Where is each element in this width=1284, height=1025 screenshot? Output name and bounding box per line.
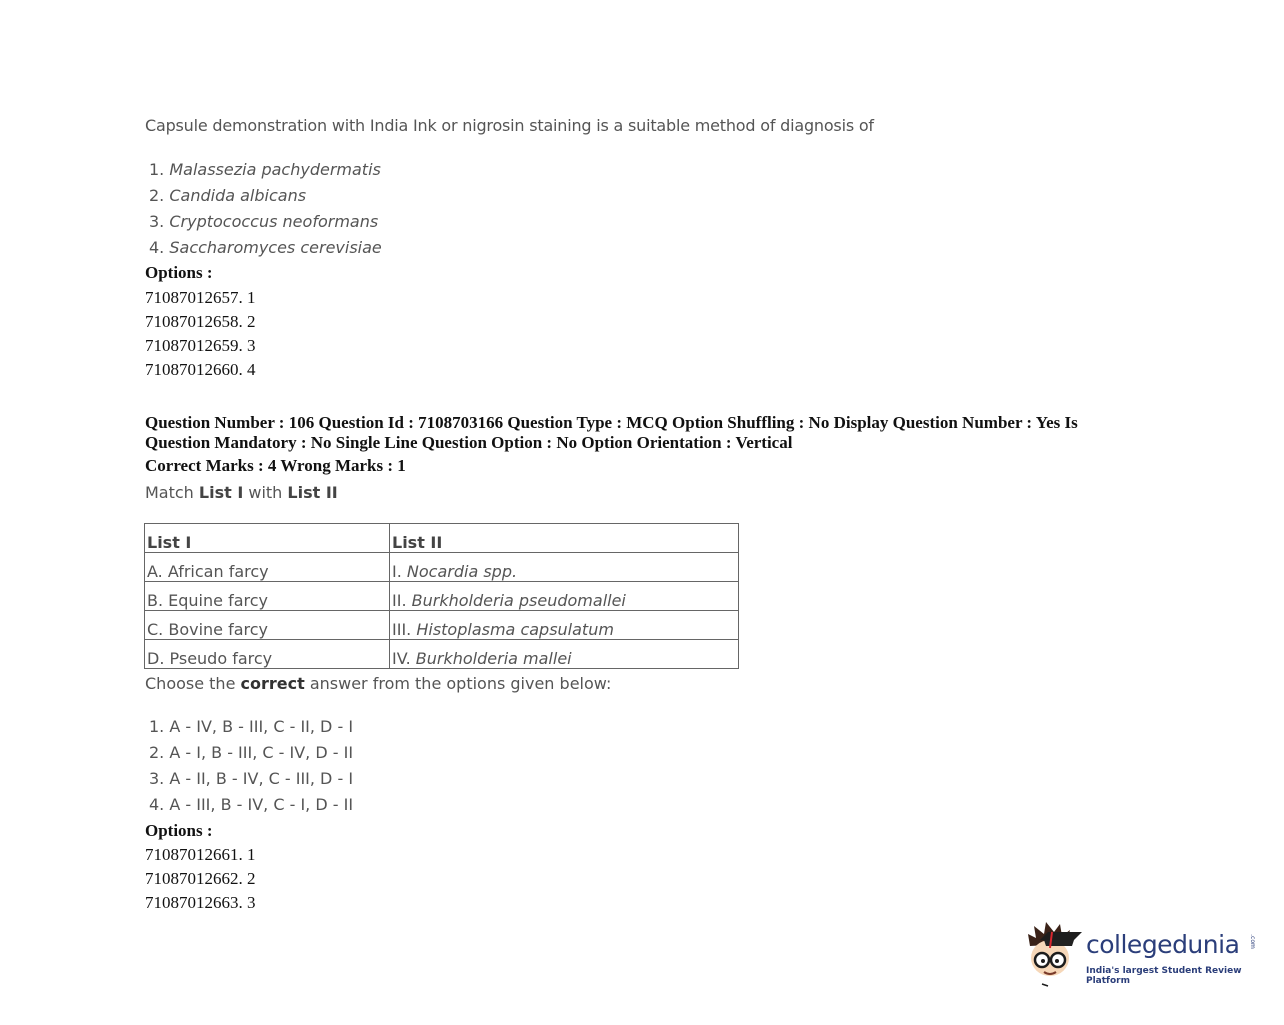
question-2-instruction: Choose the correct answer from the options given below: xyxy=(145,674,612,693)
choice-item: 4. A - III, B - IV, C - I, D - II xyxy=(149,795,354,814)
choice-item: 2. Candida albicans xyxy=(149,186,307,205)
table-row xyxy=(145,640,739,669)
logo-wordmark: collegedunia xyxy=(1086,930,1240,959)
table-cell: II. Burkholderia pseudomallei xyxy=(390,582,739,611)
options-heading: Options : xyxy=(145,263,213,282)
option-item: 71087012662. 2 xyxy=(145,869,256,888)
table-row xyxy=(145,611,739,640)
choice-item: 4. Saccharomyces cerevisiae xyxy=(149,238,382,257)
question-2-prompt: Match List I with List II xyxy=(145,483,338,502)
choice-item: 2. A - I, B - III, C - IV, D - II xyxy=(149,743,354,762)
table-row xyxy=(145,553,739,582)
choice-text: Saccharomyces cerevisiae xyxy=(169,238,382,257)
logo-tagline: India's largest Student Review Platform xyxy=(1086,966,1242,986)
table-cell: III. Histoplasma capsulatum xyxy=(390,611,739,640)
options-heading: Options : xyxy=(145,821,213,840)
question-2-choices xyxy=(149,714,353,818)
option-item: 71087012663. 3 xyxy=(145,893,256,912)
table-row xyxy=(145,582,739,611)
choice-item: 3. A - II, B - IV, C - III, D - I xyxy=(149,769,354,788)
question-2-metadata: Question Number : 106 Question Id : 7108703166 Question Type : MCQ Option Shuffling : No Display Question Number : Yes Is Question Mandatory : No Single Line Question Option : No Option Orientation : Vertical xyxy=(145,413,1078,452)
table-cell: I. Nocardia spp. xyxy=(390,553,739,582)
table-header: List I xyxy=(145,524,390,553)
option-item: 71087012661. 1 xyxy=(145,845,256,864)
table-header: List II xyxy=(390,524,739,553)
option-item: 71087012660. 4 xyxy=(145,360,256,379)
table-header-row xyxy=(145,524,739,553)
option-item: 71087012658. 2 xyxy=(145,312,256,331)
choice-item: 3. Cryptococcus neoformans xyxy=(149,212,379,231)
question-1-choices xyxy=(149,157,382,261)
table-cell: B. Equine farcy xyxy=(145,582,390,611)
option-item: 71087012659. 3 xyxy=(145,336,256,355)
table-cell: A. African farcy xyxy=(145,553,390,582)
match-table xyxy=(144,523,739,669)
logo-dotcom: .com xyxy=(1248,934,1256,949)
choice-text: Candida albicans xyxy=(169,186,307,205)
mascot-icon xyxy=(1024,918,1086,988)
table-cell: IV. Burkholderia mallei xyxy=(390,640,739,669)
choice-item: 1. Malassezia pachydermatis xyxy=(149,160,381,179)
option-item: 71087012657. 1 xyxy=(145,288,256,307)
table-cell: C. Bovine farcy xyxy=(145,611,390,640)
question-2-marks: Correct Marks : 4 Wrong Marks : 1 xyxy=(145,456,406,475)
choice-item: 1. A - IV, B - III, C - II, D - I xyxy=(149,717,354,736)
choice-text: Malassezia pachydermatis xyxy=(169,160,381,179)
question-1-text: Capsule demonstration with India Ink or nigrosin staining is a suitable method of diagnosis of xyxy=(145,116,874,135)
collegedunia-logo xyxy=(1024,918,1264,988)
question-1-options xyxy=(145,286,256,382)
choice-text: Cryptococcus neoformans xyxy=(169,212,379,231)
question-2-options xyxy=(145,843,256,915)
table-cell: D. Pseudo farcy xyxy=(145,640,390,669)
